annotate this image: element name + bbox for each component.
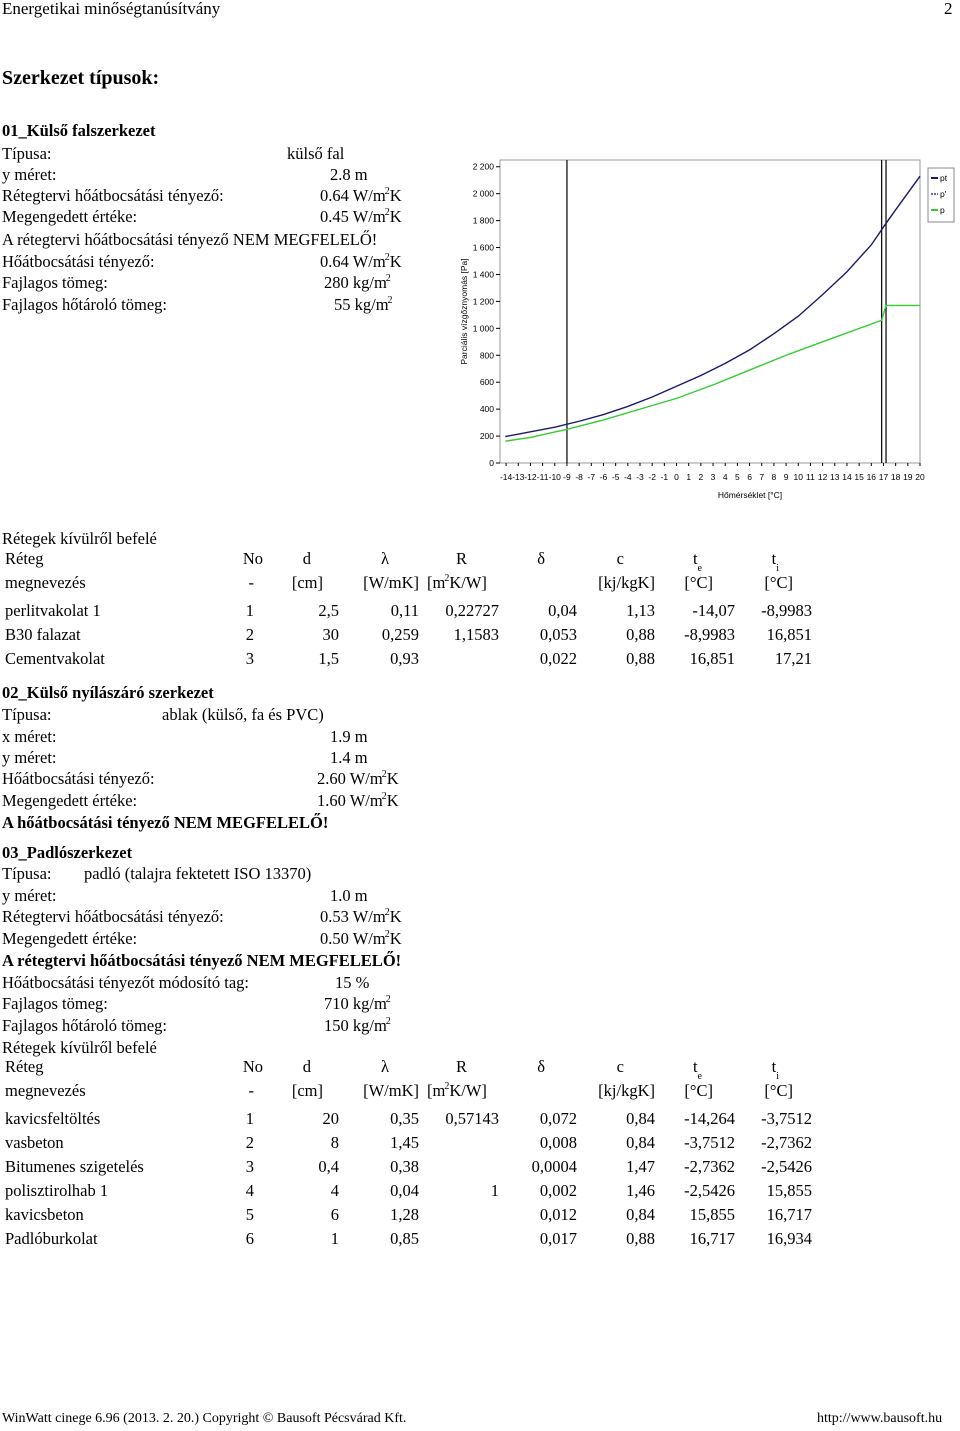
layer-value: 0,93 [390,649,419,668]
x-tick-label: 16 [866,472,877,482]
s2-value: ablak (külső, fa és PVC) [162,705,324,724]
s1-label: Hőátbocsátási tényező: [2,252,155,271]
s1-label: y méret: [2,165,57,184]
layer-value: 6 [330,1205,339,1224]
s1-label: Fajlagos tömeg: [2,273,108,292]
table-header-cell: $t_e$ [692,1057,702,1083]
s1-label: Megengedett értéke: [2,207,138,226]
layer-value: -2,5426 [761,1157,812,1176]
value-sup: 2 [384,186,390,197]
layer-value: 30 [322,625,339,644]
x-tick-label: -5 [611,472,620,482]
y-tick-label: 1 000 [472,323,494,334]
table-header-unit: [kj/kgK] [598,573,655,592]
value-sup: 2 [384,207,390,218]
layer-value: 2 [245,625,254,644]
x-tick-label: -7 [587,472,596,482]
y-tick-label: 1 600 [472,242,494,253]
layer-value: 5 [245,1205,254,1224]
s1-value [324,275,391,292]
y-axis-label: Parciális vízgőznyomás [Pa] [459,258,469,365]
table-header-unit: megnevezés [5,1081,86,1100]
s3-label: Megengedett értéke: [2,929,138,948]
layer-value: 1,46 [626,1181,655,1200]
value-number: 150 kg/m [324,1016,387,1035]
document-title: Energetikai minőségtanúsítvány [2,0,221,18]
y-tick-label: 1 400 [472,269,494,280]
value-unit: K [389,252,402,271]
x-tick-label: 9 [783,472,789,482]
y-tick-label: 1 200 [472,296,494,307]
x-tick-label: 11 [806,472,815,482]
s3-label: Fajlagos hőtároló tömeg: [2,1016,167,1035]
y-tick-label: 2 200 [472,161,494,172]
table-header-unit: [kj/kgK] [598,1081,655,1100]
x-tick-label: -14 [499,472,513,482]
value-sup: 2 [387,295,393,306]
x-tick-label: 8 [771,472,777,482]
table-header-cell: λ [380,549,389,568]
unit-sup: 2 [444,1081,450,1092]
legend-label: pt [940,173,948,183]
y-tick-label: 2 000 [472,188,494,199]
y-tick-label: 0 [489,458,494,468]
x-tick-label: 3 [710,472,716,482]
s3-type-value: padló (talajra fektetett ISO 13370) [84,864,312,883]
table-header-cell: $t_e$ [692,549,702,575]
x-tick-label: -11 [536,472,549,482]
x-tick-label: -2 [648,472,656,482]
x-tick-label: 15 [854,472,864,482]
value-number: 0.50 W/m [320,929,386,948]
x-tick-label: -1 [660,472,669,482]
layer-value: 0,072 [539,1109,577,1128]
s3-type-label: Típusa: [2,864,52,883]
table-header-cell: R [455,1057,467,1076]
s3-layers-title: Rétegek kívülről befelé [2,1038,157,1057]
s3-mod-value: 15 % [335,973,370,992]
s1-value [320,254,402,271]
s2-value: 1.4 m [330,748,368,767]
layer-value: -2,5426 [684,1181,735,1200]
layer-value: 0,022 [539,649,577,668]
x-tick-label: -12 [524,472,537,482]
table-header-unit: [W/mK] [363,1081,419,1100]
table-header-cell: R [455,549,467,568]
x-tick-label: 13 [830,472,840,482]
s2-label: Megengedett értéke: [2,791,138,810]
footer-copyright: WinWatt cinege 6.96 (2013. 2. 20.) Copyright © Bausoft Pécsvárad Kft. [2,1411,407,1426]
x-tick-label: 14 [842,472,852,482]
table-header-cell: d [302,1057,311,1076]
layer-name: perlitvakolat 1 [5,601,101,620]
table-header-cell: $t_i$ [771,549,779,575]
x-tick-label: 20 [915,472,925,482]
value-unit: K [389,207,402,226]
table-header-cell: Réteg [5,1057,44,1076]
x-tick-label: -6 [599,472,608,482]
value-unit: K [389,907,402,926]
layer-value: 15,855 [689,1205,735,1224]
layer-value: 1,47 [626,1157,655,1176]
s2-label: x méret: [2,727,57,746]
layer-value: 0,88 [626,625,655,644]
table-header-unit: $[m^2K/W]$ [427,1081,487,1100]
layer-value: 16,851 [689,649,735,668]
s1-value: 2.8 m [330,165,368,184]
y-tick-label: 800 [479,350,494,361]
s3-warning: A rétegtervi hőátbocsátási tényező NEM MEGFELELŐ! [2,951,402,970]
layer-name: B30 falazat [5,625,81,644]
value-number: 710 kg/m [324,994,387,1013]
layer-value: 3 [245,649,254,668]
layer-value: 0,35 [390,1109,419,1128]
table-header-cell: λ [380,1057,389,1076]
layer-value: 6 [245,1229,254,1248]
layer-value: 0,04 [390,1181,419,1200]
s3-label: Fajlagos tömeg: [2,994,108,1013]
value-number: 0.53 W/m [320,907,386,926]
layer-value: 0,11 [390,601,419,620]
table-header-unit: [W/mK] [363,573,419,592]
value-sup: 2 [384,252,390,263]
x-tick-label: -9 [563,472,571,482]
value-sup: 2 [384,907,390,918]
layer-value: 8 [330,1133,339,1152]
s1-label: Fajlagos hőtároló tömeg: [2,295,167,314]
table-header-unit: [°C] [684,573,713,592]
s2-value: 1.9 m [330,727,368,746]
layer-value: 0,88 [626,649,655,668]
header-subscript: e [697,563,702,575]
table-header-cell: d [302,549,311,568]
table-header-unit: [cm] [291,573,323,592]
s1-value [320,209,402,226]
layer-value: 3 [245,1157,254,1176]
value-number: 1.60 W/m [317,791,383,810]
s1-layers-title: Rétegek kívülről befelé [2,529,157,548]
value-number: 0.64 W/m [320,252,386,271]
layer-value: -8,9983 [684,625,735,644]
layer-name: polisztirolhab 1 [5,1181,109,1200]
y-tick-label: 200 [479,431,494,442]
s3-label: y méret: [2,886,57,905]
layer-value: 0,002 [539,1181,577,1200]
x-tick-label: 6 [747,472,752,482]
x-tick-label: 7 [759,472,765,482]
table-header-unit: - [248,1081,254,1100]
layer-value: 0,38 [390,1157,419,1176]
layer-value: 17,21 [774,649,812,668]
x-tick-label: 17 [878,472,889,482]
table-header-cell: c [616,549,624,568]
y-tick-label: 600 [479,377,494,388]
value-unit: K [389,186,402,205]
value-sup: 2 [384,929,390,940]
s3-value [324,1018,391,1035]
layer-name: Cementvakolat [5,649,105,668]
s3-value [320,931,402,948]
layer-value: 0,88 [626,1229,655,1248]
legend-label: p [940,205,945,215]
layer-value: 0,008 [539,1133,577,1152]
value-sup: 2 [385,994,391,1005]
layer-value: 0,84 [626,1205,655,1224]
s1-warning: A rétegtervi hőátbocsátási tényező NEM MEGFELELŐ! [2,230,378,249]
table-header-cell: $t_i$ [771,1057,779,1083]
s1-label: Rétegtervi hőátbocsátási tényező: [2,186,224,205]
x-tick-label: 0 [674,472,679,482]
s3-value [324,996,391,1013]
table-header-unit: megnevezés [5,573,86,592]
x-tick-label: 2 [698,472,704,482]
table-header-unit: $[m^2K/W]$ [427,573,487,592]
x-tick-label: -8 [575,472,583,482]
s2-label: Típusa: [2,705,52,724]
layer-value: 0,04 [548,601,577,620]
layer-name: vasbeton [5,1133,64,1152]
s1-value [334,297,393,314]
value-sup: 2 [381,791,387,802]
layer-value: 0,85 [390,1229,419,1248]
table-header-unit: - [248,573,254,592]
table-header-cell: No [242,1057,263,1076]
x-tick-label: 4 [722,472,728,482]
y-tick-label: 1 800 [472,215,494,226]
layer-value: 2 [245,1133,254,1152]
layer-value: 0,4 [318,1157,339,1176]
s2-value [317,771,399,788]
header-subscript: i [776,1071,779,1083]
layer-value: 16,717 [689,1229,735,1248]
s2-warning: A hőátbocsátási tényező NEM MEGFELELŐ! [2,813,329,832]
value-unit: K [389,929,402,948]
table-header-unit: [cm] [291,1081,323,1100]
s3-value: 1.0 m [330,886,368,905]
layer-value: -2,7362 [761,1133,812,1152]
layer-value: -3,7512 [684,1133,735,1152]
table-header-cell: δ [537,549,545,568]
layer-name: Bitumenes szigetelés [5,1157,144,1176]
layer-value: 0,259 [381,625,419,644]
layer-value: 2,5 [318,601,339,620]
s1-value [320,188,402,205]
page-number: 2 [944,0,953,18]
value-unit: K [386,769,399,788]
layer-value: 1,1583 [453,625,499,644]
value-number: 55 kg/m [334,295,389,314]
layer-value: 1,13 [626,601,655,620]
layer-value: 1,45 [390,1133,419,1152]
unit-rest: K/W] [449,1081,487,1100]
table-header-cell: Réteg [5,549,44,568]
value-unit: K [386,791,399,810]
s1-label: Típusa: [2,144,52,163]
layer-value: 0,22727 [445,601,499,620]
table-header-unit: [°C] [764,1081,793,1100]
layer-value: 0,012 [539,1205,577,1224]
x-tick-label: 5 [735,472,740,482]
header-subscript: i [776,563,779,575]
layer-value: 0,0004 [531,1157,577,1176]
footer-link[interactable]: http://www.bausoft.hu [817,1411,943,1426]
layer-value: -2,7362 [684,1157,735,1176]
unit-rest: K/W] [449,573,487,592]
layer-value: 16,851 [766,625,812,644]
layer-value: 1,5 [318,649,339,668]
layer-value: 1 [330,1229,339,1248]
layer-value: -3,7512 [761,1109,812,1128]
x-tick-label: 18 [890,472,901,482]
value-number: 0.45 W/m [320,207,386,226]
x-tick-label: 12 [817,472,828,482]
s2-label: y méret: [2,748,57,767]
layer-value: 1 [245,601,254,620]
value-sup: 2 [385,1016,391,1027]
x-tick-label: -13 [512,472,525,482]
layer-value: 15,855 [766,1181,812,1200]
s3-mod-label: Hőátbocsátási tényezőt módosító tag: [2,973,249,992]
s1-title: 01_Külső falszerkezet [2,121,156,140]
x-tick-label: 1 [686,472,692,482]
layer-value: 20 [322,1109,339,1128]
table-header-cell: δ [537,1057,545,1076]
layer-value: 0,57143 [445,1109,499,1128]
s3-label: Rétegtervi hőátbocsátási tényező: [2,907,224,926]
layer-value: 4 [330,1181,339,1200]
layer-value: 0,84 [626,1109,655,1128]
x-tick-label: -10 [548,472,561,482]
section-title: Szerkezet típusok: [2,67,160,89]
layer-value: 1,28 [390,1205,419,1224]
x-axis-label: Hőmérséklet [°C] [717,490,783,500]
value-number: 2.60 W/m [317,769,383,788]
x-tick-label: -3 [636,472,644,482]
table-header-unit: [°C] [684,1081,713,1100]
unit-sup: 2 [444,573,450,584]
value-sup: 2 [385,273,391,284]
layer-value: 1 [245,1109,254,1128]
layer-value: 0,053 [539,625,577,644]
legend-label: p' [940,189,947,199]
plot-frame [500,160,920,463]
s3-value [320,909,402,926]
layer-name: kavicsbeton [5,1205,84,1224]
table-header-cell: c [616,1057,624,1076]
vapor-pressure-chart [455,155,955,505]
s3-title: 03_Padlószerkezet [2,843,133,862]
x-tick-label: 10 [793,472,803,482]
layer-value: 16,717 [766,1205,812,1224]
value-number: 280 kg/m [324,273,387,292]
table-header-unit: [°C] [764,573,793,592]
layer-value: 4 [245,1181,254,1200]
value-sup: 2 [381,769,387,780]
header-subscript: e [697,1071,702,1083]
x-tick-label: -4 [624,472,632,482]
layer-name: Padlóburkolat [5,1229,98,1248]
s2-value [317,793,399,810]
s2-label: Hőátbocsátási tényező: [2,769,155,788]
layer-value: 0,017 [539,1229,577,1248]
layer-value: -14,264 [684,1109,735,1128]
x-tick-label: 19 [903,472,913,482]
s2-title: 02_Külső nyílászáró szerkezet [2,683,214,702]
s1-value: külső fal [287,144,345,163]
table-header-cell: No [242,549,263,568]
layer-value: 16,934 [766,1229,812,1248]
value-number: 0.64 W/m [320,186,386,205]
layer-value: 0,84 [626,1133,655,1152]
layer-value: 1 [490,1181,499,1200]
y-tick-label: 400 [479,404,494,415]
layer-value: -14,07 [692,601,735,620]
layer-name: kavicsfeltöltés [5,1109,101,1128]
layer-value: -8,9983 [761,601,812,620]
